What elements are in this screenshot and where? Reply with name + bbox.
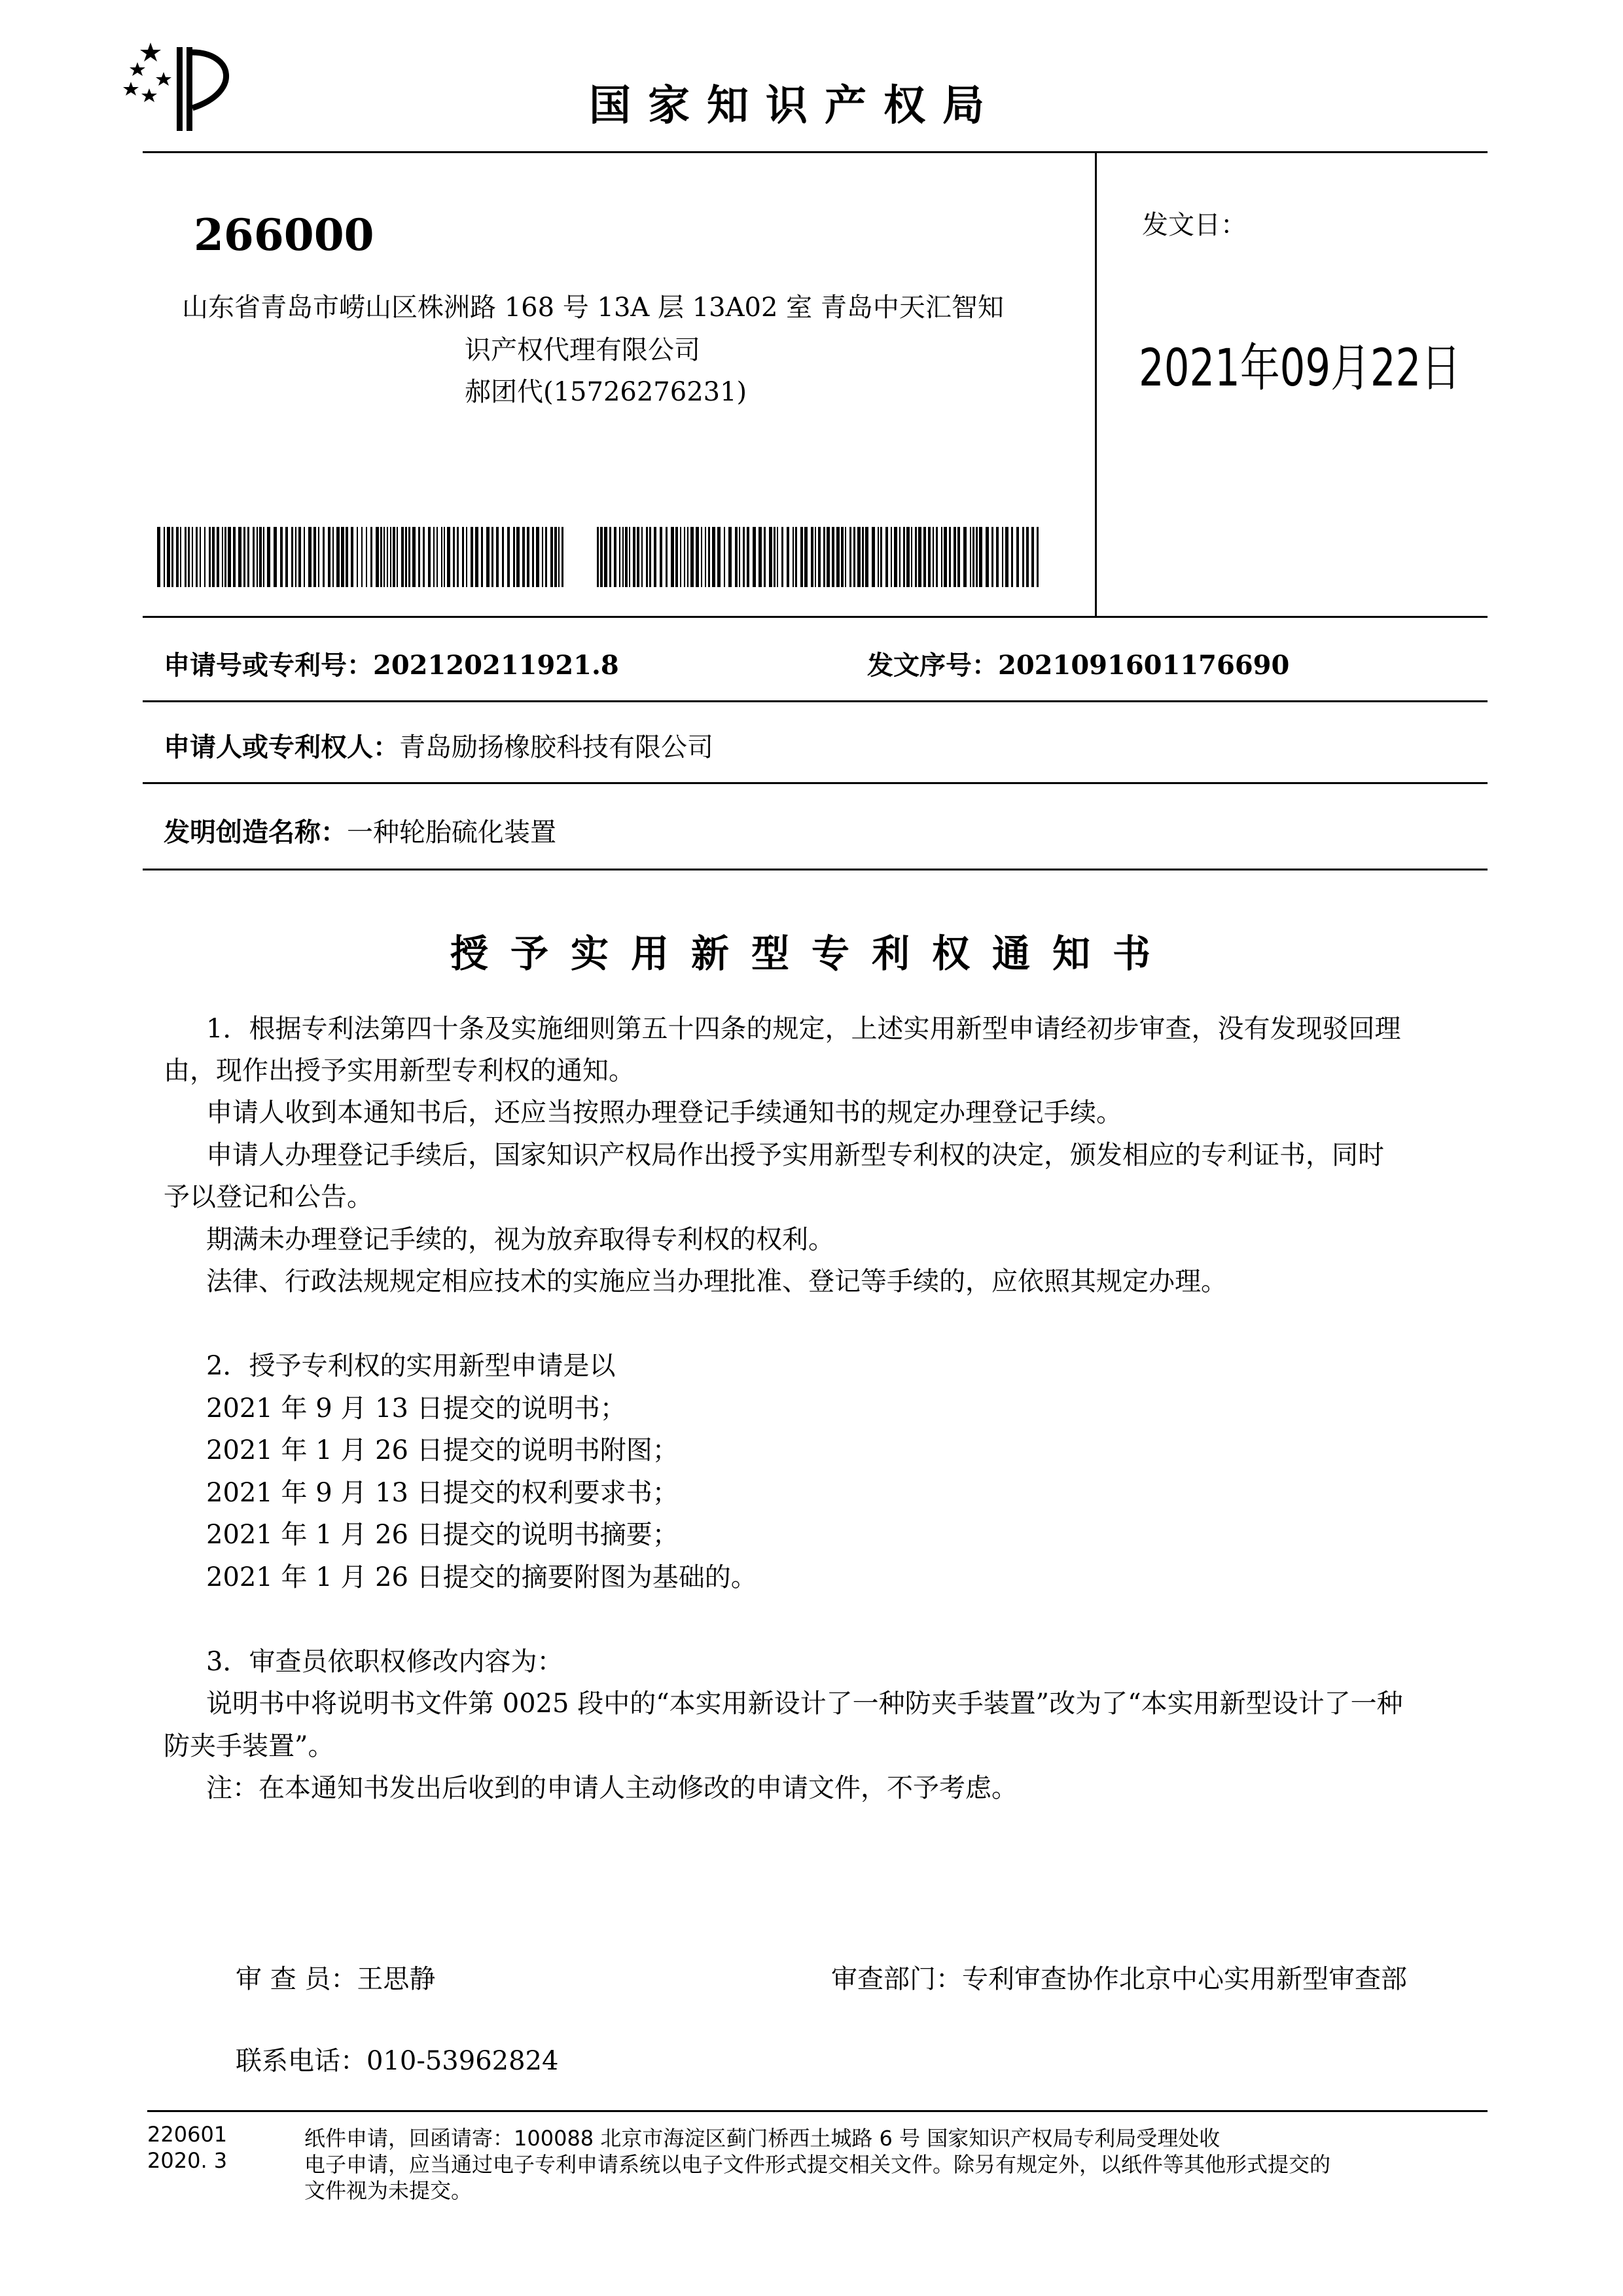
- barcode-bar: [428, 527, 431, 587]
- barcode-bar: [408, 527, 410, 587]
- barcode-bar: [502, 527, 504, 587]
- barcode-bar: [800, 527, 803, 587]
- barcode-bar: [200, 527, 201, 587]
- barcode-bar: [764, 527, 766, 587]
- barcode-1: [157, 527, 564, 587]
- barcode-bar: [304, 527, 305, 587]
- barcode-bar: [637, 527, 639, 587]
- barcode-bar: [412, 527, 416, 587]
- barcode-bar: [872, 527, 875, 587]
- barcode-bar: [361, 527, 363, 587]
- barcode-bar: [188, 527, 190, 587]
- submission-item: 2021 年 9 月 13 日提交的权利要求书；: [206, 1478, 679, 1508]
- barcode-bar: [204, 527, 205, 587]
- barcode-bar: [507, 527, 510, 587]
- barcode-bar: [970, 527, 971, 587]
- barcode-bar: [346, 527, 348, 587]
- barcode-bar: [976, 527, 978, 587]
- barcode-bar: [957, 527, 960, 587]
- paragraph-3-line-2: 予以登记和公告。: [164, 1182, 373, 1212]
- cnipa-logo: [118, 39, 249, 137]
- barcode-bar: [516, 527, 520, 587]
- barcode-bar: [986, 527, 989, 587]
- section-3-line-2: 防夹手装置”。: [164, 1731, 334, 1761]
- application-number: [164, 645, 619, 682]
- barcode-bar: [918, 527, 921, 587]
- barcode-bar: [684, 527, 685, 587]
- barcode-bar: [550, 527, 553, 587]
- footer-line-1: 纸件申请，回函请寄：100088 北京市海淀区蓟门桥西土城路 6 号 国家知识产权局专利局受理处收: [304, 2126, 1221, 2151]
- barcode-bar: [323, 527, 325, 587]
- barcode-bar: [167, 527, 170, 587]
- barcode-bar: [774, 527, 776, 587]
- barcode-bar: [274, 527, 277, 587]
- barcode-bar: [267, 527, 270, 587]
- barcode-bar: [1026, 527, 1029, 587]
- application-number-value: 202120211921.8: [373, 650, 619, 681]
- barcode-bar: [894, 527, 897, 587]
- barcode-bar: [1011, 527, 1013, 587]
- barcode-bar: [600, 527, 603, 587]
- barcode-bar: [747, 527, 749, 587]
- barcode-bar: [437, 527, 438, 587]
- applicant: [164, 726, 713, 764]
- barcode-bar: [823, 527, 825, 587]
- barcode-bar: [641, 527, 643, 587]
- barcode-bar: [853, 527, 855, 587]
- examination-department: 审查部门：专利审查协作北京中心实用新型审查部: [831, 1964, 1407, 1994]
- barcode-bar: [441, 527, 442, 587]
- barcode-bar: [405, 527, 407, 587]
- barcode-bar: [609, 527, 611, 587]
- barcode-bar: [1016, 527, 1019, 587]
- paragraph-2: 申请人收到本通知书后，还应当按照办理登记手续通知书的规定办理登记手续。: [206, 1098, 1122, 1128]
- barcode-bar: [597, 527, 599, 587]
- barcode-bar: [393, 527, 395, 587]
- barcode-bar: [444, 527, 445, 587]
- barcode-bar: [390, 527, 391, 587]
- paragraph-3-line-1: 申请人办理登记手续后，国家知识产权局作出授予实用新型专利权的决定，颁发相应的专利证书，同时: [206, 1140, 1384, 1170]
- barcode-bar: [849, 527, 851, 587]
- info-rule-3: [143, 869, 1488, 870]
- barcode-bar: [758, 527, 762, 587]
- barcode-bar: [318, 527, 319, 587]
- barcode-bar: [401, 527, 404, 587]
- barcode-bar: [558, 527, 560, 587]
- section-3-line-1: 说明书中将说明书文件第 0025 段中的“本实用新设计了一种防夹手装置”改为了“本实用新型设计了一种: [206, 1689, 1403, 1719]
- barcode-bar: [804, 527, 808, 587]
- barcode-bar: [891, 527, 892, 587]
- barcode-bar: [787, 527, 789, 587]
- document-number-label: 发文序号：: [867, 650, 998, 681]
- barcode-bar: [827, 527, 830, 587]
- barcode-bar: [724, 527, 725, 587]
- barcode-bar: [217, 527, 219, 587]
- barcode-bar: [453, 527, 455, 587]
- barcode-bar: [666, 527, 668, 587]
- footer-line-2: 电子申请，应当通过电子专利申请系统以电子文件形式提交相关文件。除另有规定外，以纸件等其他形式提交的: [304, 2152, 1331, 2177]
- barcode-bar: [629, 527, 630, 587]
- barcode-bar: [941, 527, 942, 587]
- barcode-bar: [735, 527, 738, 587]
- footer-rule: [147, 2110, 1488, 2112]
- barcode-bar: [1031, 527, 1034, 587]
- paragraph-5: 法律、行政法规规定相应技术的实施应当办理批准、登记等手续的，应依照其规定办理。: [206, 1266, 1227, 1297]
- barcode-bar: [185, 527, 187, 587]
- barcode-bar: [728, 527, 732, 587]
- barcode-bar: [944, 527, 947, 587]
- paragraph-1-line-1: 1．根据专利法第四十条及实施细则第五十四条的规定，上述实用新型申请经初步审查，没有发现驳回理: [206, 1014, 1401, 1044]
- barcode-bar: [308, 527, 312, 587]
- barcode-bar: [176, 527, 179, 587]
- barcode-bar: [192, 527, 193, 587]
- barcode-bar: [224, 527, 226, 587]
- barcode-bar: [903, 527, 905, 587]
- barcode-bar: [811, 527, 813, 587]
- barcode-bar: [654, 527, 656, 587]
- barcode-bar: [899, 527, 901, 587]
- barcode-bar: [857, 527, 861, 587]
- barcode-bar: [836, 527, 840, 587]
- barcode-bar: [769, 527, 772, 587]
- barcode-bar: [212, 527, 215, 587]
- barcode-bar: [818, 527, 821, 587]
- barcode-bar: [619, 527, 620, 587]
- section-2-title: 2．授予专利权的实用新型申请是以: [206, 1351, 616, 1381]
- barcode-bar: [298, 527, 301, 587]
- barcode-bar: [680, 527, 681, 587]
- address-line-2: 识产权代理有限公司: [465, 335, 700, 365]
- barcode-bar: [880, 527, 882, 587]
- barcode-bar: [933, 527, 934, 587]
- barcode-bar: [753, 527, 756, 587]
- barcode-bar: [280, 527, 283, 587]
- barcode-bar: [845, 527, 846, 587]
- notice-title: 授予实用新型专利权通知书: [450, 931, 1173, 976]
- barcode-bar: [781, 527, 783, 587]
- barcode-bar: [285, 527, 288, 587]
- barcode-bar: [164, 527, 165, 587]
- barcode-bar: [717, 527, 721, 587]
- barcode-bar: [496, 527, 499, 587]
- barcode-bar: [996, 527, 999, 587]
- barcode-2: [597, 527, 1041, 587]
- barcode-bar: [180, 527, 181, 587]
- paragraph-4: 期满未办理登记手续的，视为放弃取得专利权的权利。: [206, 1225, 834, 1255]
- barcode-bar: [1002, 527, 1003, 587]
- section-3-title: 3．审查员依职权修改内容为：: [206, 1647, 563, 1677]
- form-version: 2020. 3: [147, 2148, 228, 2173]
- barcode-bar: [475, 527, 478, 587]
- barcode-bar: [832, 527, 834, 587]
- header-divider: [143, 151, 1488, 153]
- barcode-bar: [649, 527, 651, 587]
- barcode-bar: [979, 527, 982, 587]
- paragraph-1-line-2: 由，现作出授予实用新型专利权的通知。: [164, 1056, 635, 1086]
- barcode-bar: [696, 527, 699, 587]
- barcode-bar: [491, 527, 493, 587]
- barcode-bar: [671, 527, 674, 587]
- barcode-bar: [936, 527, 938, 587]
- barcode-bar: [336, 527, 340, 587]
- barcode-bar: [777, 527, 778, 587]
- barcode-bar: [457, 527, 459, 587]
- organization-name: 国家知识产权局: [589, 82, 1001, 130]
- barcode-bar: [604, 527, 607, 587]
- barcode-bar: [376, 527, 379, 587]
- document-number: [867, 645, 1289, 682]
- barcode-bar: [1037, 527, 1039, 587]
- address-line-1: 山东省青岛市崂山区株洲路 168 号 13A 层 13A02 室 青岛中天汇智知: [182, 293, 1004, 323]
- barcode-bar: [247, 527, 249, 587]
- barcode-bar: [366, 527, 367, 587]
- postcode: 266000: [194, 209, 374, 260]
- barcode-bar: [622, 527, 624, 587]
- barcode-bar: [357, 527, 358, 587]
- barcode-bar: [291, 527, 293, 587]
- barcode-bar: [418, 527, 420, 587]
- barcode-bar: [433, 527, 435, 587]
- barcode-bar: [233, 527, 236, 587]
- form-code: 220601: [147, 2122, 228, 2147]
- barcode-bar: [1022, 527, 1024, 587]
- invention-name-label: 发明创造名称：: [164, 817, 347, 848]
- barcode-bar: [687, 527, 688, 587]
- barcode-bar: [972, 527, 974, 587]
- barcode-bar: [536, 527, 539, 587]
- barcode-bar: [885, 527, 888, 587]
- barcode-bar: [157, 527, 160, 587]
- barcode-bar: [862, 527, 864, 587]
- barcode-bar: [646, 527, 648, 587]
- applicant-value: 青岛励扬橡胶科技有限公司: [399, 732, 713, 762]
- barcode-bar: [171, 527, 173, 587]
- barcode-bar: [841, 527, 844, 587]
- barcode-bar: [675, 527, 678, 587]
- document-number-value: 2021091601176690: [998, 650, 1290, 681]
- barcode-bar: [542, 527, 543, 587]
- barcode-bar: [447, 527, 450, 587]
- barcode-bar: [991, 527, 993, 587]
- barcode-bar: [545, 527, 547, 587]
- submission-item: 2021 年 1 月 26 日提交的说明书附图；: [206, 1435, 679, 1465]
- barcode-bar: [743, 527, 745, 587]
- barcode-bar: [906, 527, 910, 587]
- barcode-bar: [928, 527, 931, 587]
- barcode-bar: [243, 527, 245, 587]
- barcode-bar: [383, 527, 385, 587]
- barcode-bar: [462, 527, 464, 587]
- barcode-bar: [222, 527, 223, 587]
- barcode-bar: [1005, 527, 1008, 587]
- barcode-bar: [238, 527, 241, 587]
- barcode-bar: [911, 527, 912, 587]
- barcode-bar: [370, 527, 372, 587]
- barcode-bar: [562, 527, 563, 587]
- barcode-bar: [423, 527, 425, 587]
- barcode-bar: [228, 527, 231, 587]
- info-rule-2: [143, 782, 1488, 784]
- invention-name-value: 一种轮胎硫化装置: [347, 817, 556, 848]
- barcode-bar: [486, 527, 490, 587]
- barcode-bar: [209, 527, 211, 587]
- barcode-bar: [633, 527, 635, 587]
- date-box-divider: [1095, 151, 1097, 617]
- barcode-bar: [332, 527, 334, 587]
- barcode-bar: [313, 527, 316, 587]
- issue-date: 2021年09月22日: [1139, 339, 1461, 398]
- barcode-bar: [963, 527, 967, 587]
- barcode-bar: [481, 527, 483, 587]
- barcode-bar: [795, 527, 797, 587]
- submission-item: 2021 年 1 月 26 日提交的说明书摘要；: [206, 1520, 679, 1550]
- barcode-bar: [739, 527, 740, 587]
- info-rule-1: [143, 700, 1488, 702]
- barcode-bar: [865, 527, 868, 587]
- barcode-bar: [513, 527, 515, 587]
- barcode-bar: [949, 527, 951, 587]
- footer-line-3: 文件视为未提交。: [304, 2178, 473, 2203]
- note: 注：在本通知书发出后收到的申请人主动修改的申请文件，不予考虑。: [206, 1773, 1018, 1803]
- barcode-bar: [690, 527, 694, 587]
- barcode-bar: [708, 527, 710, 587]
- agent-contact: 郝团代(15726276231): [465, 377, 747, 407]
- barcode-bar: [793, 527, 794, 587]
- barcode-bar: [471, 527, 473, 587]
- submission-item: 2021 年 9 月 13 日提交的说明书；: [206, 1393, 626, 1424]
- barcode-bar: [351, 527, 353, 587]
- invention-name: [164, 812, 556, 849]
- barcode-bar: [954, 527, 956, 587]
- barcode-bar: [554, 527, 557, 587]
- barcode-bar: [397, 527, 398, 587]
- barcode-bar: [625, 527, 628, 587]
- barcode-bar: [257, 527, 258, 587]
- barcode-bar: [705, 527, 706, 587]
- barcode-bar: [328, 527, 330, 587]
- examiner: 审 查 员：王思静: [236, 1964, 436, 1994]
- barcode-bar: [522, 527, 525, 587]
- barcode-bar: [466, 527, 467, 587]
- barcode-bar: [660, 527, 662, 587]
- barcode-bar: [387, 527, 388, 587]
- date-label: 发文日：: [1142, 210, 1247, 240]
- barcode-bar: [923, 527, 926, 587]
- barcode-bar: [701, 527, 702, 587]
- info-top-rule: [143, 616, 1488, 618]
- barcode-bar: [259, 527, 262, 587]
- contact-phone: 联系电话：010-53962824: [236, 2046, 559, 2076]
- barcode-bar: [295, 527, 296, 587]
- barcode-bar: [263, 527, 264, 587]
- barcode-bar: [341, 527, 344, 587]
- barcode-bar: [532, 527, 534, 587]
- barcode-bar: [815, 527, 816, 587]
- barcode-bar: [527, 527, 529, 587]
- applicant-label: 申请人或专利权人：: [164, 732, 399, 762]
- barcode-bar: [712, 527, 715, 587]
- submission-item: 2021 年 1 月 26 日提交的摘要附图为基础的。: [206, 1562, 757, 1592]
- barcode-bar: [196, 527, 198, 587]
- application-number-label: 申请号或专利号：: [164, 650, 373, 681]
- barcode-bar: [253, 527, 255, 587]
- barcode-bar: [915, 527, 917, 587]
- barcode-bar: [380, 527, 382, 587]
- barcode-bar: [614, 527, 616, 587]
- barcode-bar: [878, 527, 879, 587]
